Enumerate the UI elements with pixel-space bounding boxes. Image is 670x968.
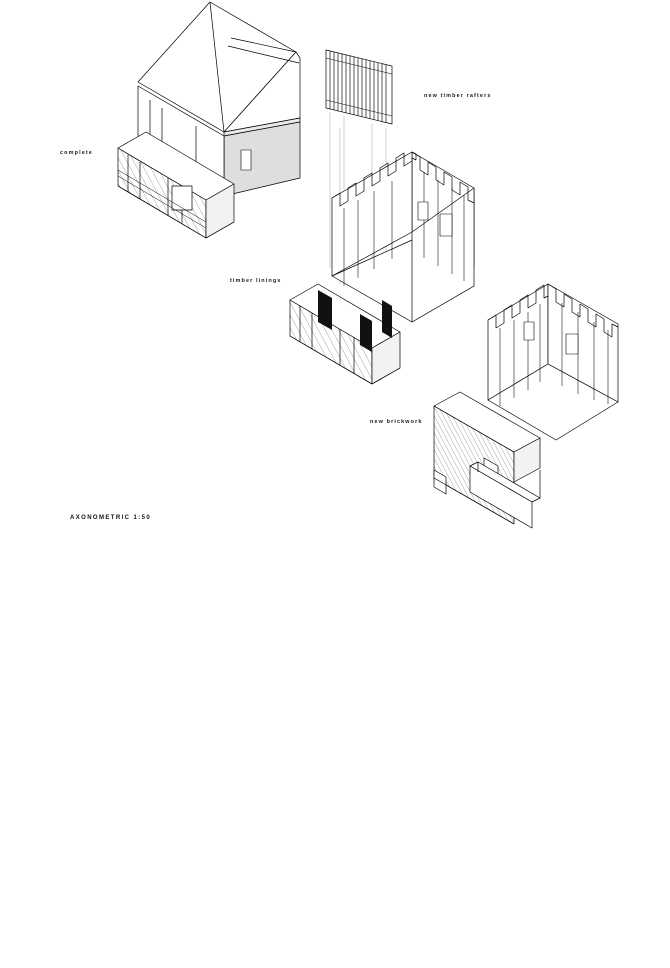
drawing-title: AXONOMETRIC 1:50 [70,515,152,521]
label-new-timber-rafters: new timber rafters [424,93,492,99]
roof-rafter-panel [326,50,392,124]
timber-lining-shell [290,152,474,384]
label-new-brickwork: new brickwork [370,419,423,425]
label-complete: complete [60,150,93,156]
label-timber-linings: timber linings [230,278,282,284]
complete-assembly [118,2,300,238]
brickwork-shell [434,284,618,528]
